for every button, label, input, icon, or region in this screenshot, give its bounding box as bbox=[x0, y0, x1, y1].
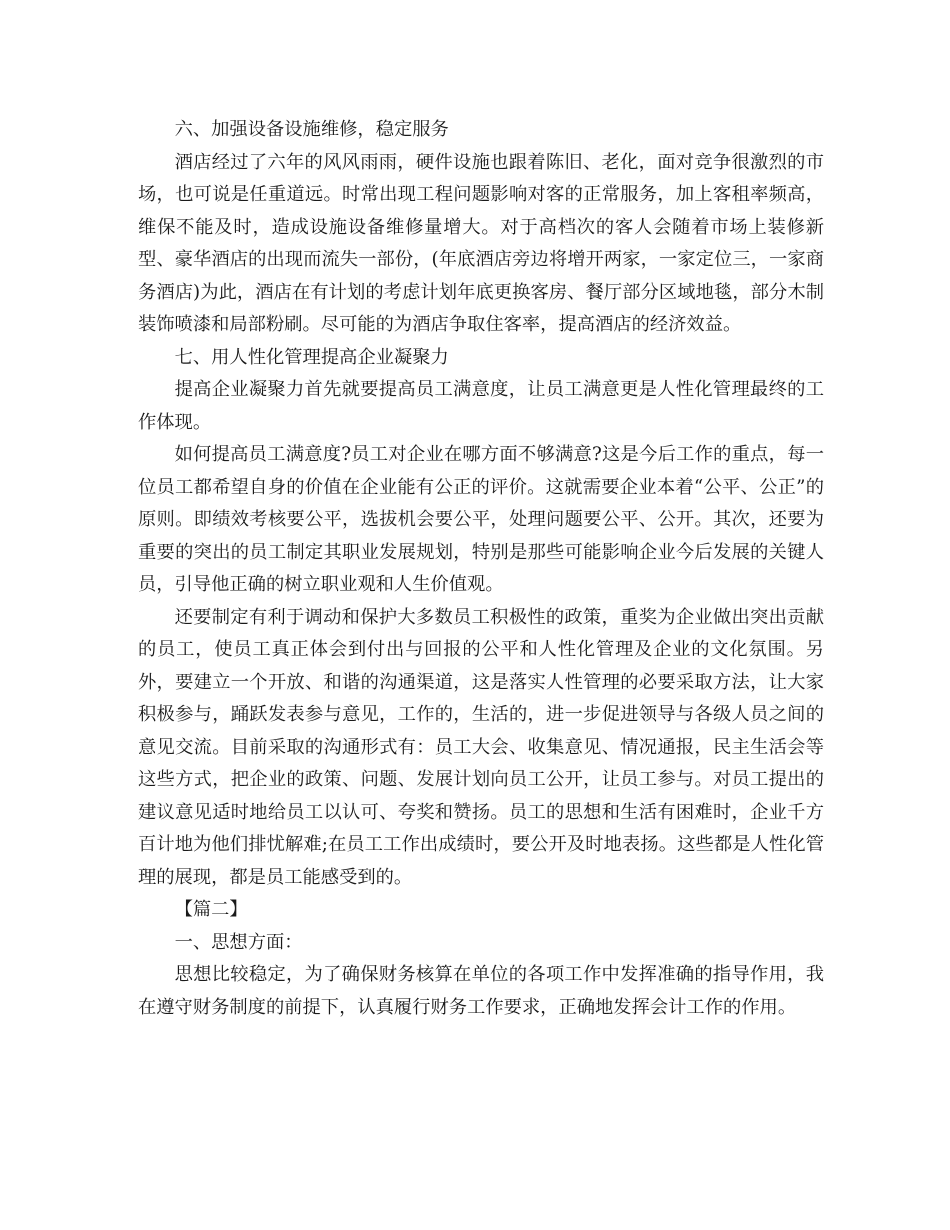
section-heading-7: 七、用人性化管理提高企业凝聚力 bbox=[174, 346, 449, 368]
paragraph-thought: 思想比较稳定，为了确保财务核算在单位的各项工作中发挥准确的指导作用，我在遵守财务制度的前提下，认真履行财务工作要求，正确地发挥会计工作的作用。 bbox=[138, 964, 824, 1018]
paragraph-policy: 还要制定有利于调动和保护大多数员工积极性的政策，重奖为企业做出突出贡献的员工，使员工真正体会到付出与回报的公平和人性化管理及企业的文化氛围。另外，要建立一个开放、和谐的沟通渠道，这是落实人性管理的必要采取方法，让大家积极参与，踊跃发表参与意见，工作的，生活的，进一步促进领导与各级人员之间的意见交流。目前采取的沟通形式有：员工大会、收集意见、情况通报，民主生活会等这些方式，把企业的政策、问题、发展计划向员工公开，让员工参与。对员工提出的建议意见适时地给员工以认可、夸奖和赞扬。员工的思想和生活有困难时，企业千方百计地为他们排忧解难;在员工工作出成绩时，要公开及时地表扬。这些都是人性化管理的展现，都是员工能感受到的。 bbox=[138, 606, 824, 888]
paragraph-satisfaction: 如何提高员工满意度?员工对企业在哪方面不够满意?这是今后工作的重点，每一位员工都希望自身的价值在企业能有公正的评价。这就需要企业本着“公平、公正”的原则。即绩效考核要公平，选拔机会要公平，处理问题要公平、公开。其次，还要为重要的突出的员工制定其职业发展规划，特别是那些可能影响企业今后发展的关键人员，引导他正确的树立职业观和人生价值观。 bbox=[138, 444, 824, 595]
part-two-heading: 【篇二】 bbox=[174, 899, 248, 920]
document-body bbox=[138, 114, 824, 1024]
section-heading-6: 六、加强设备设施维修，稳定服务 bbox=[174, 119, 449, 140]
section-heading-thought: 一、思想方面： bbox=[174, 931, 303, 953]
paragraph-cohesion: 提高企业凝聚力首先就要提高员工满意度，让员工满意更是人性化管理最终的工作体现。 bbox=[138, 379, 824, 433]
paragraph-hotel-maintenance: 酒店经过了六年的风风雨雨，硬件设施也跟着陈旧、老化，面对竞争很激烈的市场，也可说是任重道远。时常出现工程问题影响对客的正常服务，加上客租率频高，维保不能及时，造成设施设备维修量增大。对于高档次的客人会随着市场上装修新型、豪华酒店的出现而流失一部份，(年底酒店旁边将增开两家，一家定位三，一家商务酒店)为此，酒店在有计划的考虑计划年底更换客房、餐厅部分区域地毯，部分木制装饰喷漆和局部粉刷。尽可能的为酒店争取住客率，提高酒店的经济效益。 bbox=[138, 151, 824, 335]
